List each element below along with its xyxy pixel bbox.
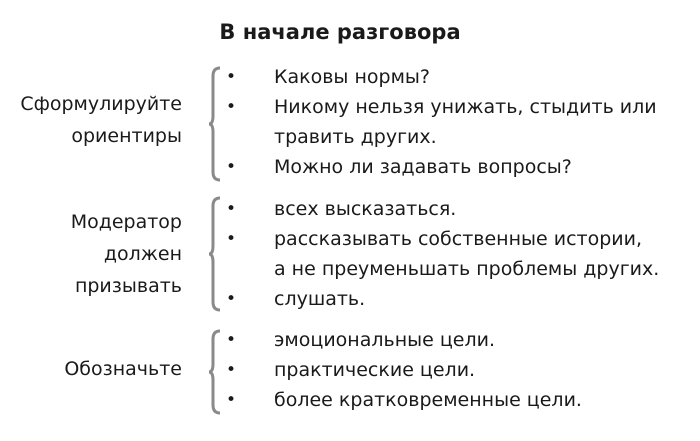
item-text: эмоциональные цели. (274, 329, 496, 351)
list-item (226, 325, 582, 355)
list-item (226, 194, 659, 224)
bullet-icon: • (226, 360, 237, 380)
item-text: травить других. (274, 126, 437, 148)
bullet-icon: • (226, 157, 237, 177)
bullet-icon: • (226, 289, 237, 309)
item-text: Можно ли задавать вопросы? (274, 156, 572, 178)
bullet-icon: • (226, 229, 237, 249)
list-item (226, 224, 659, 284)
item-text: а не преуменьшать проблемы других. (274, 258, 660, 280)
item-text: более кратковременные цели. (274, 389, 582, 411)
item-text: рассказывать собственные истории, (274, 228, 643, 250)
item-text: Каковы нормы? (274, 66, 430, 88)
bullet-icon: • (226, 67, 237, 87)
item-list (226, 62, 657, 182)
item-text: практические цели. (274, 359, 476, 381)
curly-brace-icon (208, 329, 222, 415)
label-line: Обозначьте (64, 358, 182, 380)
bullet-icon: • (226, 330, 237, 350)
curly-brace-icon (208, 196, 222, 312)
item-list (226, 325, 582, 415)
group-label (64, 353, 182, 385)
item-text: всех высказаться. (274, 198, 457, 220)
item-text: Никому нельзя унижать, стыдить или (274, 96, 657, 118)
label-line: должен (103, 243, 182, 265)
group-guidelines (0, 62, 700, 186)
list-item (226, 92, 657, 152)
label-line: ориентиры (71, 125, 182, 147)
list-item (226, 284, 659, 314)
list-item (226, 62, 657, 92)
item-list (226, 194, 659, 314)
group-label (20, 88, 182, 152)
bullet-icon: • (226, 390, 237, 410)
group-goals (0, 325, 700, 421)
list-item (226, 355, 582, 385)
label-line: Модератор (70, 211, 182, 233)
list-item (226, 385, 582, 415)
curly-brace-icon (208, 66, 222, 182)
bullet-icon: • (226, 199, 237, 219)
bullet-icon: • (226, 97, 237, 117)
group-moderator (0, 194, 700, 318)
item-text: слушать. (274, 288, 366, 310)
list-item (226, 152, 657, 182)
group-label (71, 206, 182, 302)
label-line: Сформулируйте (20, 93, 182, 115)
label-line: призывать (74, 275, 182, 297)
diagram-title: В начале разговора (219, 20, 461, 44)
